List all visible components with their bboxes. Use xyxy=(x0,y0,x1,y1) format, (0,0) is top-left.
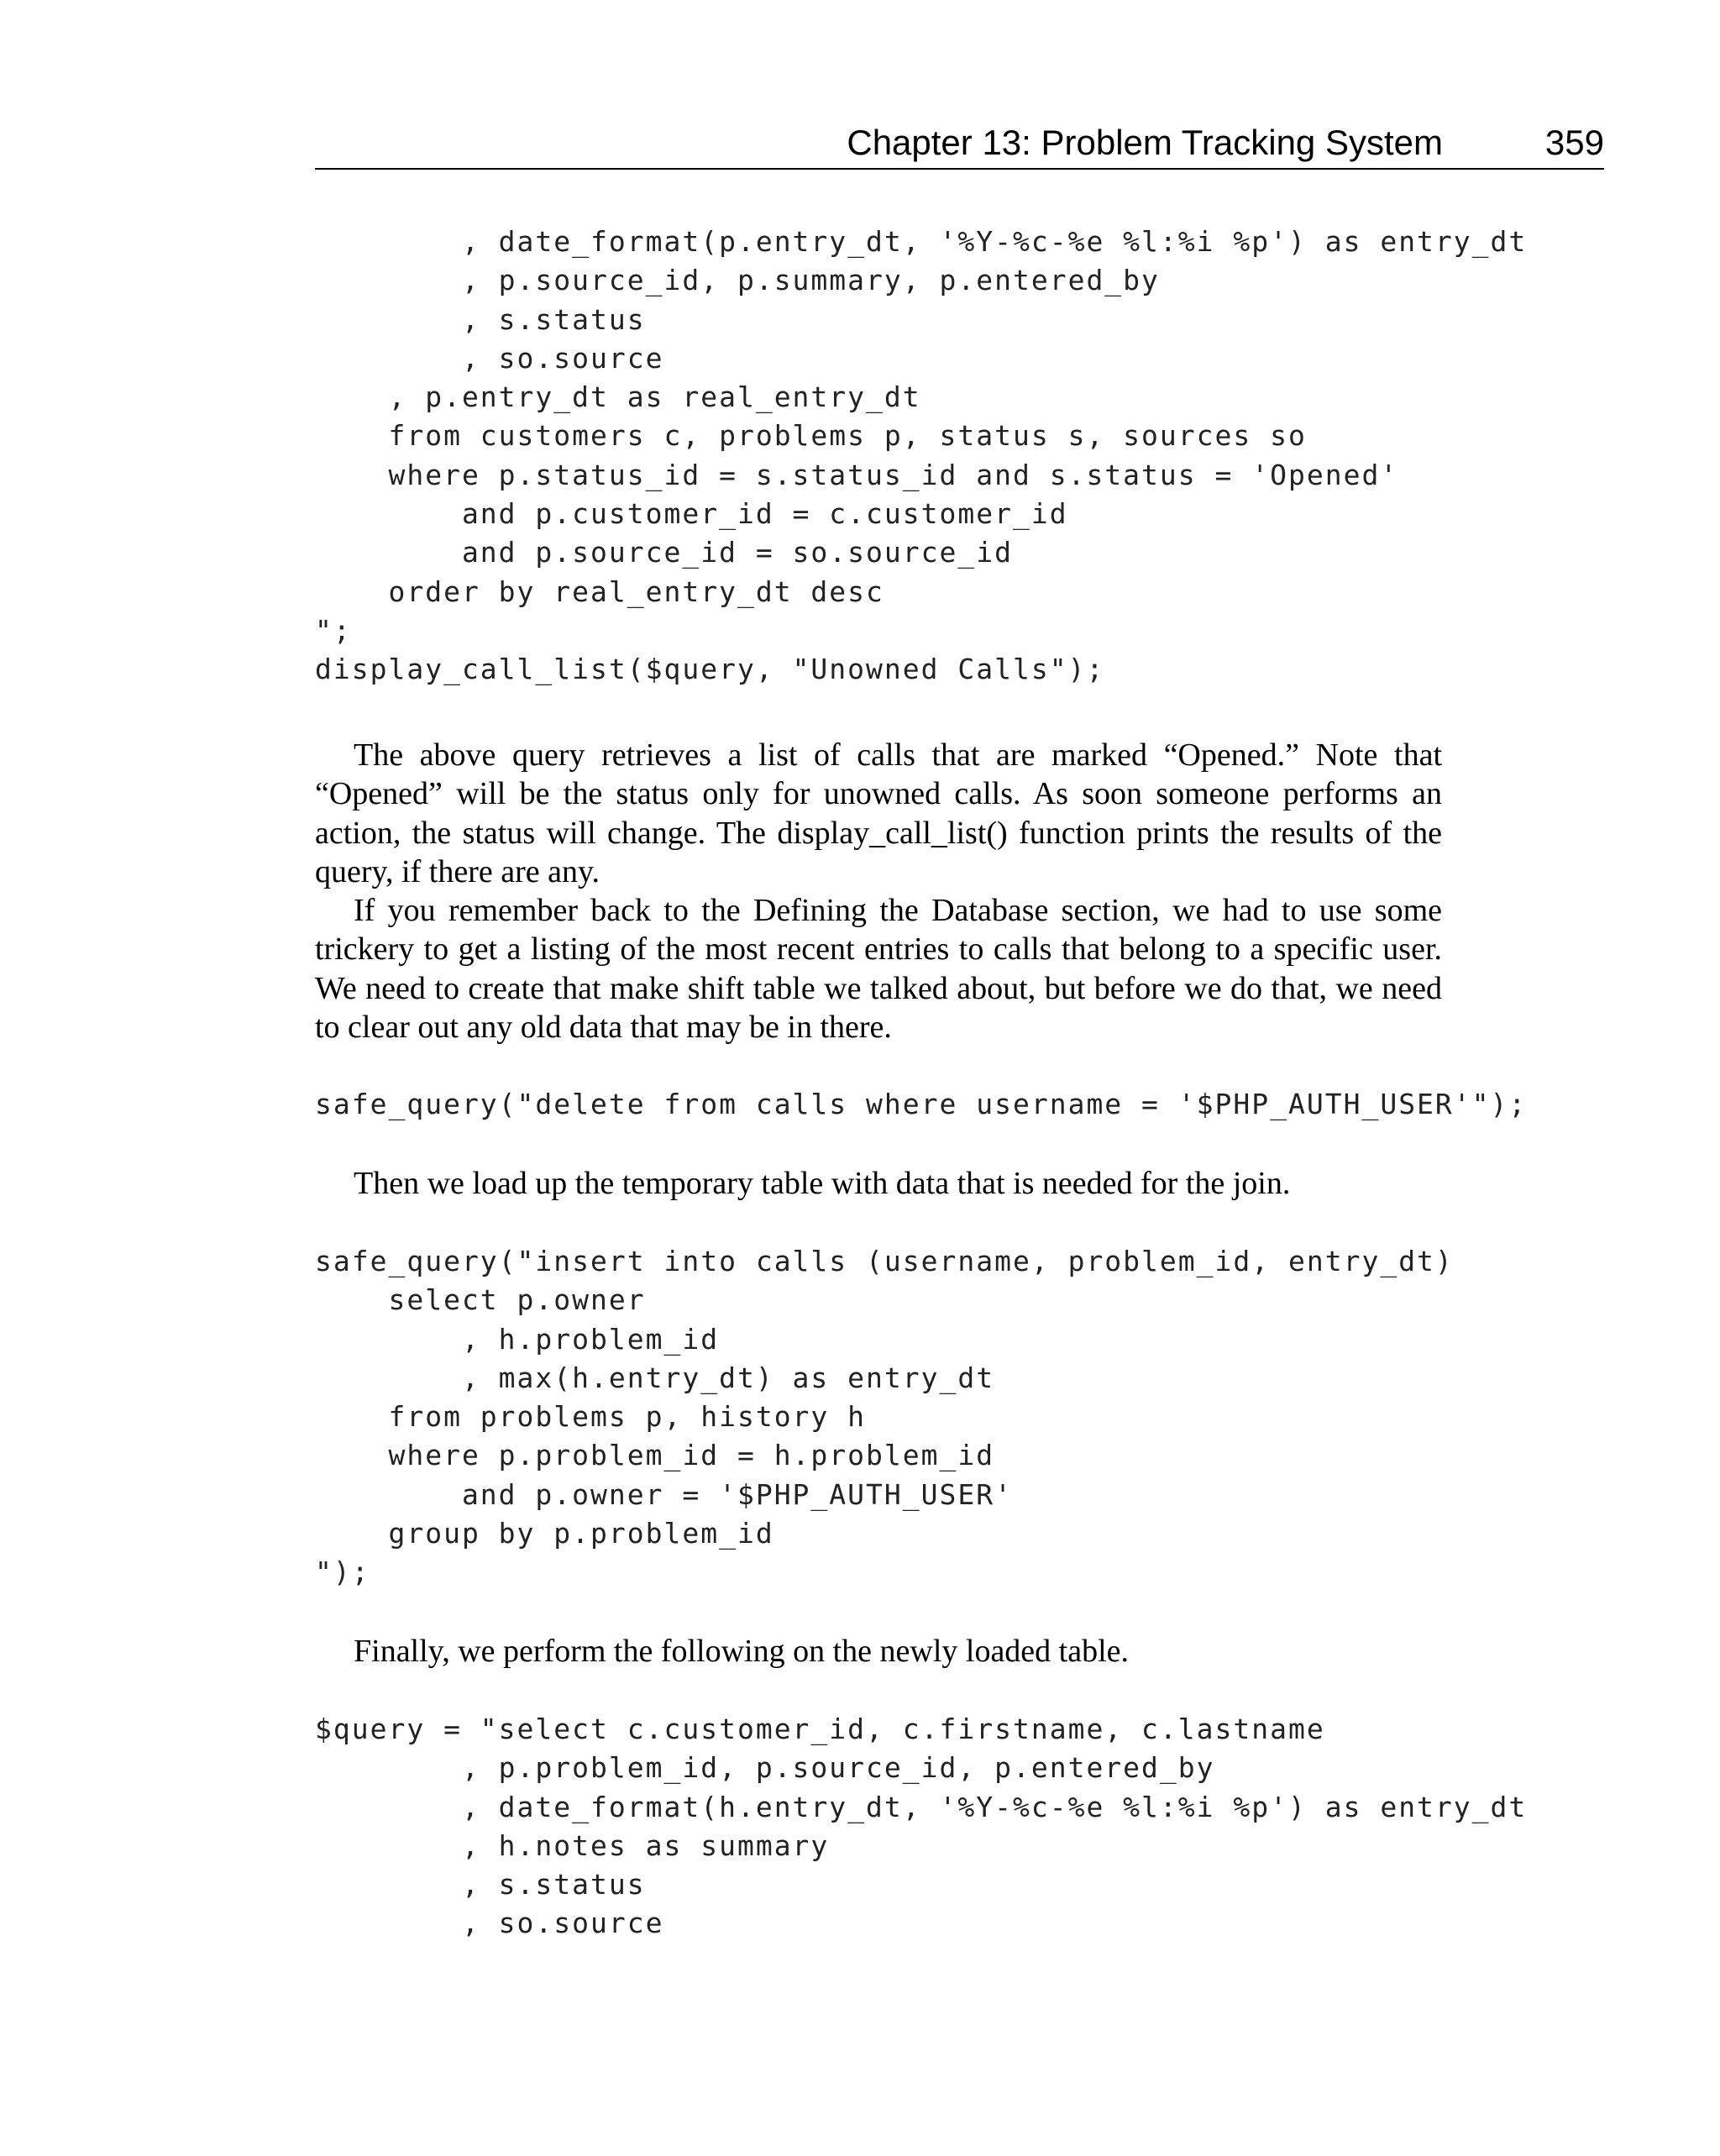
code-block-final-query: $query = "select c.customer_id, c.firstname, c.lastname , p.problem_id, p.source_id, p.entered_by , date_format(h.entry_dt, '%Y-%c-%e %l:%i %p') as entry_dt , h.notes as summary , s.status , so.source xyxy=(315,1713,1528,1940)
code-block-unowned-calls-query: , date_format(p.entry_dt, '%Y-%c-%e %l:%i %p') as entry_dt , p.source_id, p.summary, p.entered_by , s.status , so.source , p.entry_dt as real_entry_dt from customers c, problems p, status s, sources so where p.status_id = s.status_id and s.status = 'Opened' and p.customer_id = c.customer_id and p.source_id = so.source_id order by real_entry_dt desc "; display_call_list($query, "Unowned Calls"); xyxy=(315,225,1528,686)
paragraph-query-explanation: The above query retrieves a list of calls that are marked “Opened.” Note that “Opened” will be the status only for unowned calls. As soon someone performs an action, the status will change. The display_call_list() function prints the results of the query, if there are any. xyxy=(315,737,1442,889)
paragraph-trickery-explanation: If you remember back to the Defining the Database section, we had to use some trickery to get a listing of the most recent entries to calls that belong to a specific user. We need to create that make shift table we talked about, but before we do that, we need to clear out any old data that may be in there. xyxy=(315,893,1442,1045)
code-block-delete-calls: safe_query("delete from calls where username = '$PHP_AUTH_USER'"); xyxy=(315,1088,1528,1120)
paragraph-load-temp-table: Then we load up the temporary table with data that is needed for the join. xyxy=(354,1166,1291,1201)
paragraph-final-query-intro: Finally, we perform the following on the newly loaded table. xyxy=(354,1634,1130,1669)
code-block-insert-calls: safe_query("insert into calls (username, problem_id, entry_dt) select p.owner , h.problem_id , max(h.entry_dt) as entry_dt from problems p, history h where p.problem_id = h.problem_id and p.owner = '$PHP_AUTH_USER' group by p.problem_id "); xyxy=(315,1245,1454,1589)
chapter-title: Chapter 13: Problem Tracking System xyxy=(847,123,1443,162)
page-number: 359 xyxy=(1544,123,1604,162)
running-header xyxy=(315,118,1604,170)
